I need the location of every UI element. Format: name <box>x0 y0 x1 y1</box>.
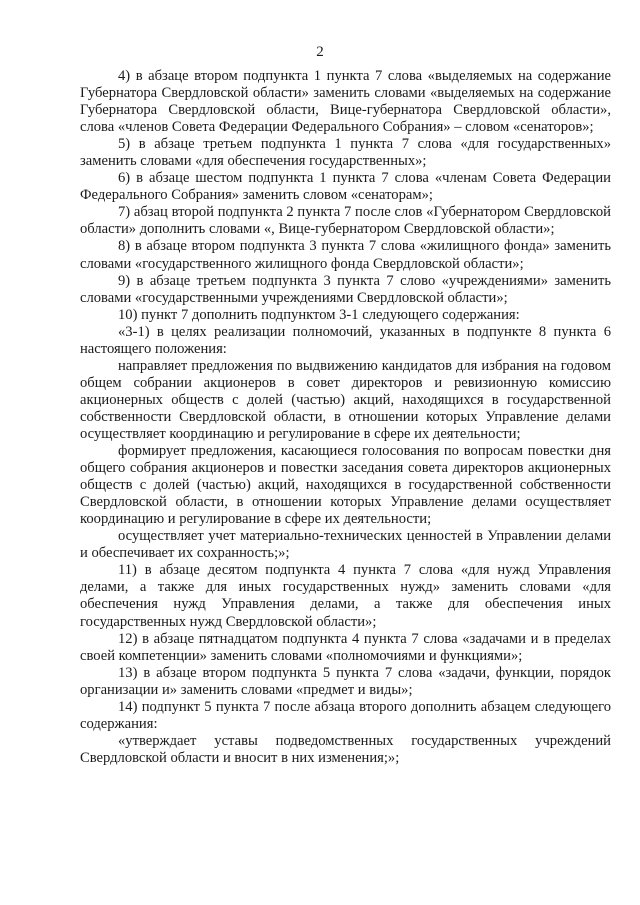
paragraph-inventory-accounting: осуществляет учет материально-технических ценностей в Управлении делами и обеспечивает их сохранность;»; <box>80 528 611 562</box>
paragraph-item-10: 10) пункт 7 дополнить подпунктом 3-1 следующего содержания: <box>118 306 520 323</box>
document-body <box>80 68 611 767</box>
paragraph-item-13: 13) в абзаце втором подпункта 5 пункта 7 слова «задачи, функции, порядок организации и» заменить словами «предмет и виды»; <box>80 664 611 698</box>
page-number: 2 <box>316 44 324 60</box>
paragraph-item-6: 6) в абзаце шестом подпункта 1 пункта 7 слова «членам Совета Федерации Федерального Собрания» заменить словом «сенаторам»; <box>80 170 611 204</box>
paragraph-subpoint-3-1: «3-1) в целях реализации полномочий, указанных в подпункте 8 пункта 6 настоящего положения: <box>80 323 611 357</box>
paragraph-item-7: 7) абзац второй подпункта 2 пункта 7 после слов «Губернатором Свердловской области» дополнить словами «, Вице-губернатором Свердловской области»; <box>80 204 611 238</box>
paragraph-proposals-candidates: направляет предложения по выдвижению кандидатов для избрания на годовом общем собрании акционеров в совет директоров и ревизионную комиссию акционерных обществ с долей (частью) акций, находящихся в государственной собственности Свердловской области, в отношении которых Управление делами осуществляет координацию и регулирование в сфере их деятельности; <box>80 357 611 442</box>
paragraph-charters: «утверждает уставы подведомственных государственных учреждений Свердловской области и вносит в них изменения;»; <box>80 732 611 766</box>
paragraph-proposals-voting: формирует предложения, касающиеся голосования по вопросам повестки дня общего собрания акционеров и повестки заседания совета директоров акционерных обществ с долей (частью) акций, находящихся в государственной собственности Свердловской области, в отношении которых Управление делами осуществляет координацию и регулирование в сфере их деятельности; <box>80 443 611 528</box>
paragraph-item-14: 14) подпункт 5 пункта 7 после абзаца второго дополнить абзацем следующего содержания: <box>80 698 611 732</box>
paragraph-item-8: 8) в абзаце втором подпункта 3 пункта 7 слова «жилищного фонда» заменить словами «государственного жилищного фонда Свердловской области»; <box>80 238 611 272</box>
paragraph-item-4: 4) в абзаце втором подпункта 1 пункта 7 слова «выделяемых на содержание Губернатора Свердловской области» заменить словами «выделяемых на содержание Губернатора Свердловской области, Вице-губернатора Свердловской области», слова «членов Совета Федерации Федерального Собрания» – словом «сенаторов»; <box>80 68 611 136</box>
paragraph-item-11: 11) в абзаце десятом подпункта 4 пункта 7 слова «для нужд Управления делами, а также для иных государственных нужд» заменить словами «для обеспечения нужд Управления делами, а также для обеспечения иных государственных нужд Свердловской области»; <box>80 562 611 630</box>
paragraph-item-12: 12) в абзаце пятнадцатом подпункта 4 пункта 7 слова «задачами и в пределах своей компетенции» заменить словами «полномочиями и функциями»; <box>80 630 611 664</box>
paragraph-item-9: 9) в абзаце третьем подпункта 3 пункта 7 слово «учреждениями» заменить словами «государственными учреждениями Свердловской области»; <box>80 272 611 306</box>
paragraph-item-5: 5) в абзаце третьем подпункта 1 пункта 7 слова «для государственных» заменить словами «для обеспечения государственных»; <box>80 136 611 170</box>
